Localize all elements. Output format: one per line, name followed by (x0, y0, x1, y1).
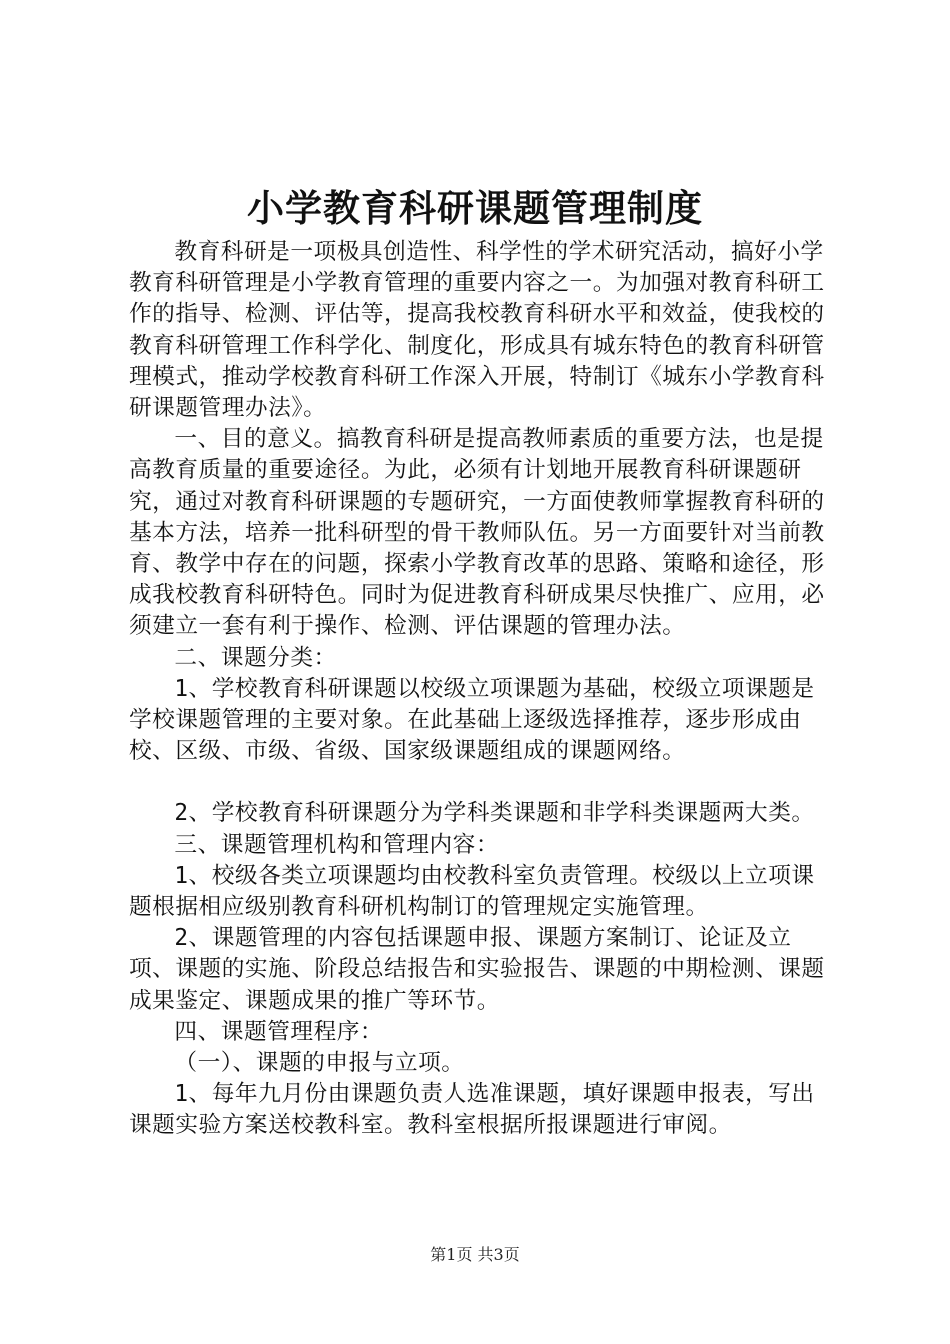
section-heading-classification: 二、课题分类： (174, 644, 337, 671)
section-heading-management: 三、课题管理机构和管理内容： (174, 831, 500, 858)
section-heading-procedure: 四、课题管理程序： (174, 1018, 384, 1045)
document-title: 小学教育科研课题管理制度 (247, 186, 703, 230)
subsection-heading-application: （一）、课题的申报与立项。 (174, 1050, 465, 1077)
document-body (129, 237, 837, 1142)
paragraph-management-1: 1、校级各类立项课题均由校教科室负责管理。校级以上立项课题根据相应级别教育科研机构制订的管理规定实施管理。 (129, 862, 815, 921)
paragraph-application-1: 1、每年九月份由课题负责人选准课题，填好课题申报表，写出课题实验方案送校教科室。教科室根据所报课题进行审阅。 (129, 1081, 815, 1139)
page-footer: 第1页 共3页 (430, 1245, 520, 1264)
paragraph-classification-1: 1、学校教育科研课题以校级立项课题为基础，校级立项课题是学校课题管理的主要对象。在此基础上逐级选择推荐，逐步形成由校、区级、市级、省级、国家级课题组成的课题网络。 (129, 675, 815, 765)
paragraph-intro: 教育科研是一项极具创造性、科学性的学术研究活动，搞好小学教育科研管理是小学教育管理的重要内容之一。为加强对教育科研工作的指导、检测、评估等，提高我校教育科研水平和效益，使我校的教育科研管理工作科学化、制度化，形成具有城东特色的教育科研管理模式，推动学校教育科研工作深入开展，特制订《城东小学教育科研课题管理办法》。 (129, 239, 825, 422)
paragraph-classification-2: 2、学校教育科研课题分为学科类课题和非学科类课题两大类。 (174, 800, 815, 827)
paragraph-purpose: 一、目的意义。搞教育科研是提高教师素质的重要方法，也是提高教育质量的重要途径。为此，必须有计划地开展教育科研课题研究，通过对教育科研课题的专题研究，一方面使教师掌握教育科研的基本方法，培养一批科研型的骨干教师队伍。另一方面要针对当前教育、教学中存在的问题，探索小学教育改革的思路、策略和途径，形成我校教育科研特色。同时为促进教育科研成果尽快推广、应用，必须建立一套有利于操作、检测、评估课题的管理办法。 (129, 426, 825, 640)
paragraph-management-2: 2、课题管理的内容包括课题申报、课题方案制订、论证及立项、课题的实施、阶段总结报告和实验报告、课题的中期检测、课题成果鉴定、课题成果的推广等环节。 (129, 925, 825, 1014)
